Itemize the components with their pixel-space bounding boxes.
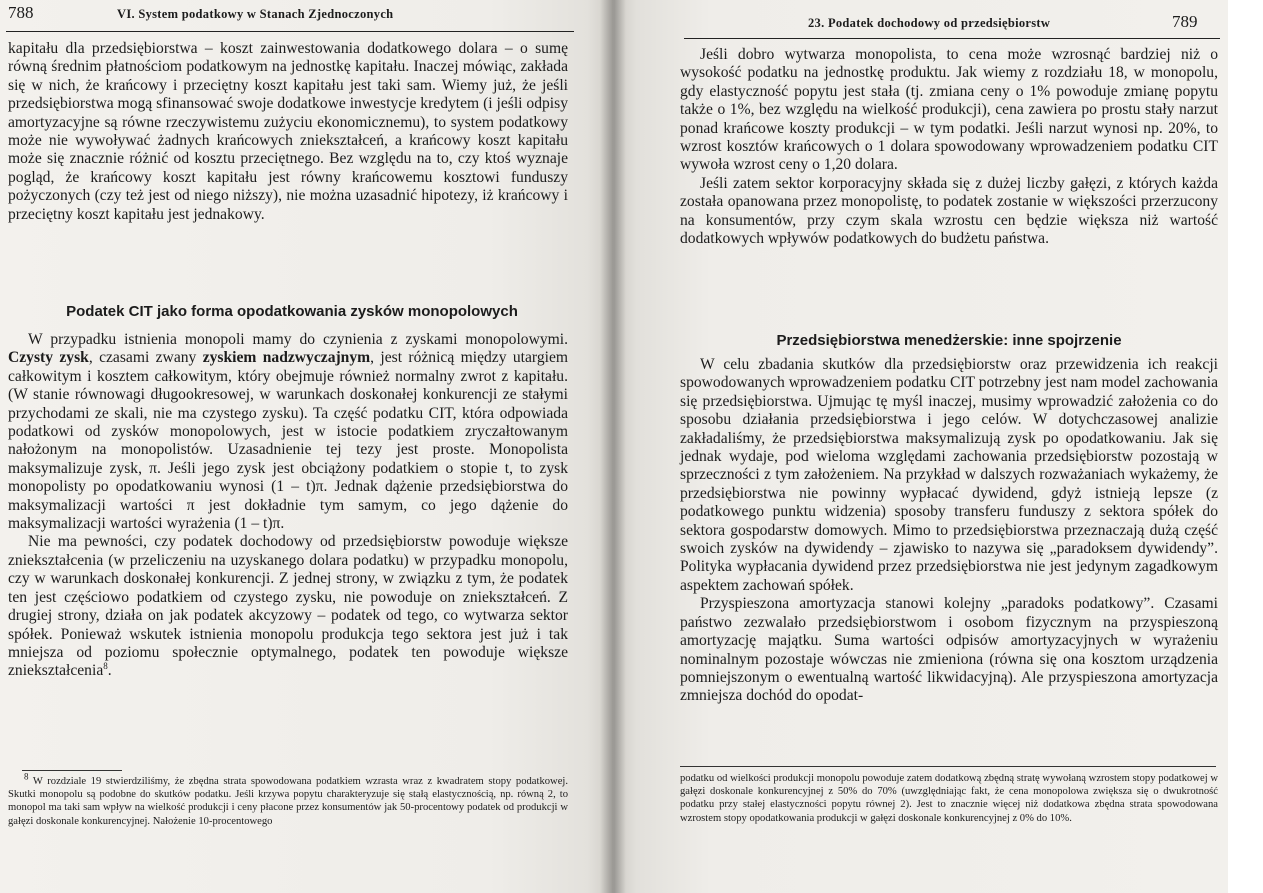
right-section-heading: Przedsiębiorstwa menedżerskie: inne spojrzenie [776,332,1122,349]
left-footnote-body: W rozdziale 19 stwierdziliśmy, że zbędna strata spowodowana podatkiem wzrasta wraz z kwadratem stopy podatkowej. Skutki monopolu są podobne do skutków podatku. Jeśli krzywa popytu charakteryzuje się stałą elastycznością, np. równą 2, to monopol ma taki sam wpływ na wielkość produkcji i ceny płacone przez konsumentów jak 50-procentowy podatek od produkcji w gałęzi doskonale konkurencyjnej. Nałożenie 10-procentowego [8,776,568,827]
right-column-2 [680,356,1218,706]
term-zysk-nadzwyczajny: zyskiem nadzwyczajnym [202,349,371,367]
right-page [612,0,1228,893]
right-column [680,46,1218,248]
left-column [8,40,568,224]
left-page [0,0,612,893]
right-paragraph-2: Jeśli zatem sektor korporacyjny składa się z dużej liczby gałęzi, z których każda została opanowana przez monopolistę, to podatek zostanie w większości przerzucony na konsumentów, przy czym skala wzrostu cen będzie większa niż wartość dodatkowych wpływów podatkowych do budżetu państwa. [680,174,1218,248]
right-paragraph-3: W celu zbadania skutków dla przedsiębiorstw oraz przewidzenia ich reakcji spowodowanych wprowadzeniem podatku CIT potrzebny jest nam model zachowania się przedsiębiorstwa. Ujmując tę myśl inaczej, musimy wprowadzić założenia co do sposobu działania przedsiębiorstwa i jego celów. W dotychczasowej analizie zakładaliśmy, że przedsiębiorstwa maksymalizują zysk po opodatkowaniu. Jak się jednak wydaje, pod wieloma względami zachowania przedsiębiorstw pozostają w sprzeczności z tym założeniem. Na przykład w dalszych rozważaniach wykażemy, że przedsiębiorstwa nie powinny wypłacać dywidend, gdyż istnieją lepsze (z podatkowego punktu widzenia) sposoby transferu funduszy z sektora spółek do sektora gospodarstw domowych. Mimo to przedsiębiorstwa przeznaczają dużą część swoich zysków na dywidendy – zjawisko to nazywa się „paradoksem dywidendy”. Polityka wypłacania dywidend przez przedsiębiorstwa nie jest jedynym zagadkowym aspektem zachowań spółek. [680,356,1218,594]
right-footnote-rule [680,766,1216,767]
left-section-heading: Podatek CIT jako forma opodatkowania zysków monopolowych [66,303,518,320]
left-header-rule [6,31,574,32]
left-paragraph-2-part2: , czasami zwany [88,349,203,367]
left-paragraph-1: kapitału dla przedsiębiorstwa – koszt zainwestowania dodatkowego dolara – o sumę równą średnim płatnościom podatkowym na jednostkę kapitału. Inaczej mówiąc, zakłada się w nich, że krańcowy i przeciętny koszt kapitału jest taki sam. Wiemy już, że jeśli przedsiębiorstwa mogą sfinansować swoje dodatkowe inwestycje kredytem (i jeśli odpisy amortyzacyjne są równe rzeczywistemu zużyciu ekonomicznemu), to system podatkowy może nie wywoływać żadnych krańcowych zniekształceń, a krańcowy koszt kapitału może się znacznie różnić od kosztu przeciętnego. Bez względu na to, czy ktoś wyznaje pogląd, że krańcowy koszt kapitału jest równy krańcowemu kosztowi funduszy pożyczonych (czy też jest od niego niższy), nie można uzasadnić hipotezy, iż krańcowy i przeciętny koszt kapitału jest jednakowy. [8,40,568,223]
right-header-rule [684,38,1220,39]
footnote-reference: 8 [103,661,108,672]
book-gutter [600,0,626,893]
right-footnote-text: podatku od wielkości produkcji monopolu powoduje zatem dodatkową zbędną stratę wywołaną wzrostem stopy podatkowej w gałęzi doskonale konkurencyjnej z 50% do 70% (uwzględniając fakt, że cena monopolowa zwiększa się o dwukrotność podatku przy stałej elastyczności popytu równej 2). Jest to znacznie więcej niż dodatkowa zbędna strata spowodowana wzrostem stopy opodatkowania produkcji w gałęzi doskonale konkurencyjnej z 0% do 10%. [680,773,1218,824]
right-paragraph-1: Jeśli dobro wytwarza monopolista, to cena może wzrosnąć bardziej niż o wysokość podatku na jednostkę produktu. Jak wiemy z rozdziału 18, w monopolu, gdy elastyczność popytu jest stała (tj. zmiana ceny o 1% powoduje zmianę popytu także o 1%, bez względu na wielkość produkcji), cena zawiera po prostu stały narzut ponad krańcowe koszty produkcji – w tym podatki. Jeśli narzut wynosi np. 20%, to wzrost kosztów krańcowych o 1 dolara spowodowany wprowadzeniem podatku CIT wywoła wzrost ceny o 1,20 dolara. [680,46,1218,174]
left-heading-block [12,303,572,320]
left-footnote-text [8,771,568,828]
left-paragraph-2-part3: , jest różnicą między utargiem całkowitym i kosztem całkowitym, który obejmuje również normalny zwrot z kapitału. (W stanie równowagi długookresowej, w warunkach doskonałej konkurencji ze stałymi przychodami ze skali, nie ma czystego zysku). Ta część podatku CIT, która odpowiada podatkowi od zysków monopolowych, jest w istocie podatkiem zryczałtowanym nałożonym na monopolistów. Uzasadnienie tej tezy jest proste. Monopolista maksymalizuje zysk, π. Jeśli jego zysk jest obciążony podatkiem o stopie t, to zysk monopolisty po opodatkowaniu wynosi (1 – t)π. Jednak dążenie przedsiębiorstwa do maksymalizacji wartości π jest dokładnie tym samym, co jego dążenie do maksymalizacji wartości wyrażenia (1 – t)π. [8,349,568,533]
left-footnote [8,771,568,828]
right-running-title: 23. Podatek dochodowy od przedsiębiorstw [808,16,1051,30]
left-page-number: 788 [8,3,34,22]
right-page-number: 789 [1172,12,1198,31]
right-heading-block [680,332,1218,349]
term-czysty-zysk: Czysty zysk [8,349,89,367]
left-column-2 [8,331,568,681]
left-paragraph-3-end: . [107,662,112,680]
right-paragraph-4: Przyspieszona amortyzacja stanowi kolejny „paradoks podatkowy”. Czasami państwo zezwalało przedsiębiorstwom i osobom fizycznym na przyspieszoną amortyzację majątku. Suma wartości odpisów amortyzacyjnych w wyrażeniu nominalnym pozostaje wówczas nie zmieniona (równa się ona kosztom urządzenia pomniejszonym o ewentualną wartość likwidacyjną). Ale przyspieszona amortyzacja zmniejsza dochód do opodat- [680,595,1218,705]
left-paragraph-2-part1: W przypadku istnienia monopoli mamy do czynienia z zyskami monopolowymi. [28,331,568,348]
footnote-mark: 8 [24,771,29,782]
footnote-rule [22,770,122,771]
left-paragraph-3-text: Nie ma pewności, czy podatek dochodowy od przedsiębiorstw powoduje większe zniekształcenia (w przeliczeniu na uzyskanego dolara podatku) w przypadku monopolu, czy w warunkach doskonałej konkurencji. Z jednej strony, w związku z tym, że podatek ten jest częściowo podatkiem od czystego zysku, nie powoduje on zniekształceń. Z drugiej strony, działa on jak podatek akcyzowy – podatek od tego, co wytwarza sektor spółek. Ponieważ wskutek istnienia monopolu produkcja tego sektora jest już i tak mniejsza od poziomu społecznie optymalnego, podatek ten powoduje większe zniekształcenia [8,533,568,680]
left-running-title: VI. System podatkowy w Stanach Zjednoczonych [117,7,394,21]
left-paragraph-2 [8,331,568,533]
right-footnote [680,772,1218,825]
left-paragraph-3 [8,533,568,680]
